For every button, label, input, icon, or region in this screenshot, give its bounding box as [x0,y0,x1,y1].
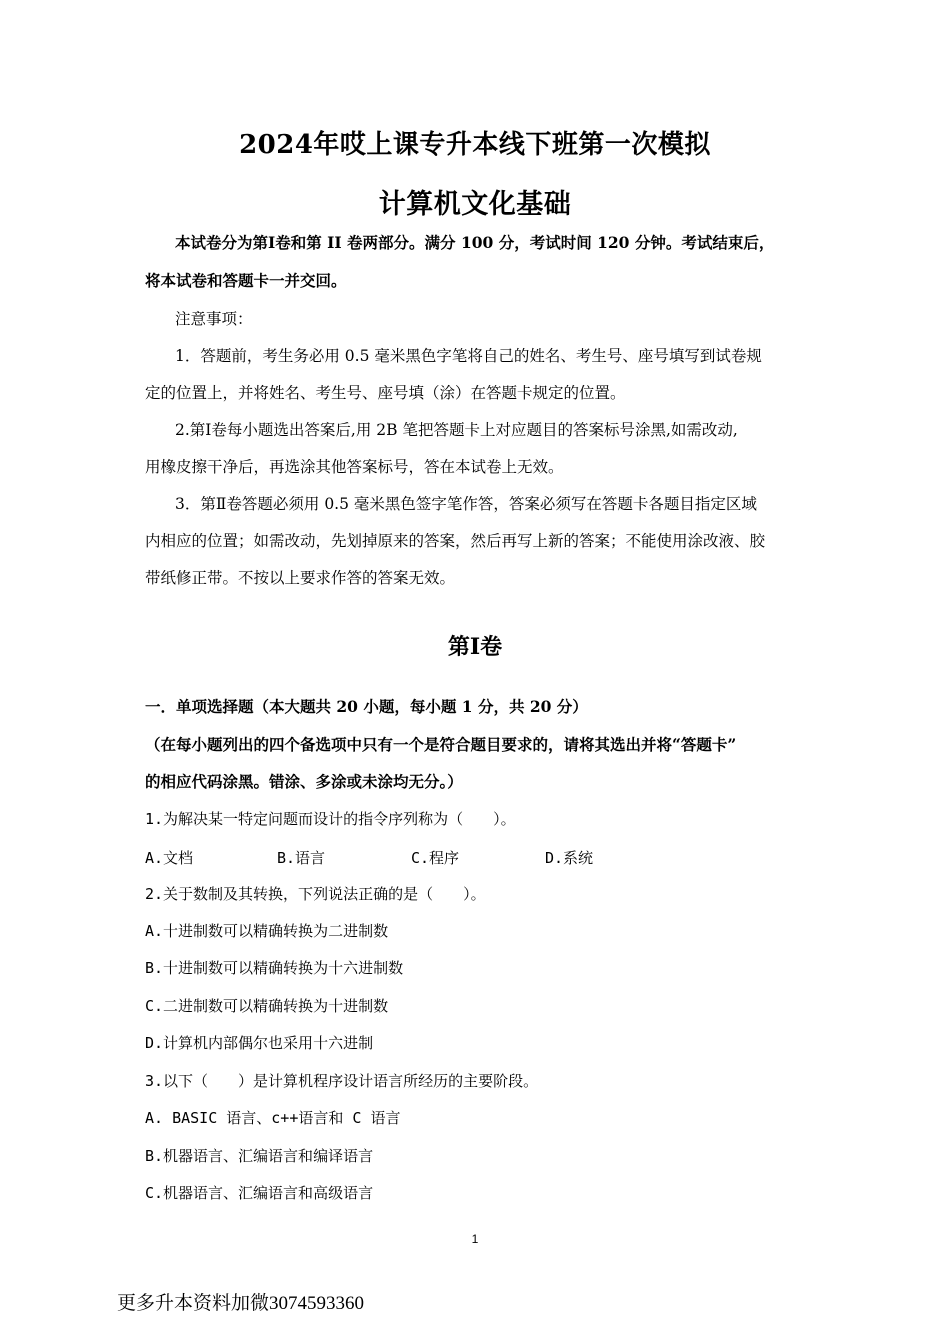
page-number: 1 [471,1232,479,1246]
question-2-option-d: D.计算机内部偶尔也采用十六进制 [145,1034,374,1052]
question-2-option-a: A.十进制数可以精确转换为二进制数 [145,922,389,940]
question-1-option-a: A.文档 [145,849,194,867]
notice-3-line-3: 带纸修正带。不按以上要求作答的答案无效。 [145,569,456,587]
question-3-stem: 3.以下（ ）是计算机程序设计语言所经历的主要阶段。 [145,1072,539,1090]
question-2-stem: 2.关于数制及其转换，下列说法正确的是（ ）。 [145,885,486,903]
question-2-option-b: B.十进制数可以精确转换为十六进制数 [145,959,404,977]
notice-2-line-1: 2.第Ⅰ卷每小题选出答案后,用 2B 笔把答题卡上对应题目的答案标号涂黑,如需改动, [175,421,738,439]
notice-1-line-2: 定的位置上，并将姓名、考生号、座号填（涂）在答题卡规定的位置。 [145,384,626,402]
question-2-option-c: C.二进制数可以精确转换为十进制数 [145,997,389,1015]
question-3-option-c: C.机器语言、汇编语言和高级语言 [145,1184,374,1202]
part-title: 一．单项选择题（本大题共 20 小题，每小题 1 分，共 20 分） [145,697,588,716]
exam-subtitle: 计算机文化基础 [378,189,572,220]
part-instruction-line-1: （在每小题列出的四个备选项中只有一个是符合题目要求的，请将其选出并将“答题卡” [145,735,737,754]
section-title: 第Ⅰ卷 [447,634,503,660]
notice-1-line-1: 1．答题前，考生务必用 0.5 毫米黑色字笔将自己的姓名、考生号、座号填写到试卷规 [175,347,762,365]
question-1-option-b: B.语言 [277,849,326,867]
question-3-option-a: A. BASIC 语言、c++语言和 C 语言 [145,1109,401,1127]
footer-note: 更多升本资料加微3074593360 [117,1293,365,1314]
question-1-stem: 1.为解决某一特定问题而设计的指令序列称为（ ）。 [145,810,516,828]
notice-title: 注意事项： [175,310,253,328]
intro-line-2: 将本试卷和答题卡一并交回。 [145,271,347,290]
question-1-option-c: C.程序 [411,849,460,867]
notice-3-line-1: 3．第Ⅱ卷答题必须用 0.5 毫米黑色签字笔作答，答案必须写在答题卡各题目指定区域 [175,495,757,513]
question-3-option-b: B.机器语言、汇编语言和编译语言 [145,1147,374,1165]
question-1-option-d: D.系统 [545,849,594,867]
intro-line-1: 本试卷分为第Ⅰ卷和第 II 卷两部分。满分 100 分，考试时间 120 分钟。考试结束后， [175,233,775,252]
notice-2-line-2: 用橡皮擦干净后，再选涂其他答案标号，答在本试卷上无效。 [145,458,564,476]
part-instruction-line-2: 的相应代码涂黑。错涂、多涂或未涂均无分。） [145,772,463,791]
exam-title: 2024年哎上课专升本线下班第一次模拟 [239,130,711,160]
notice-3-line-2: 内相应的位置；如需改动，先划掉原来的答案，然后再写上新的答案；不能使用涂改液、胶 [145,532,766,550]
